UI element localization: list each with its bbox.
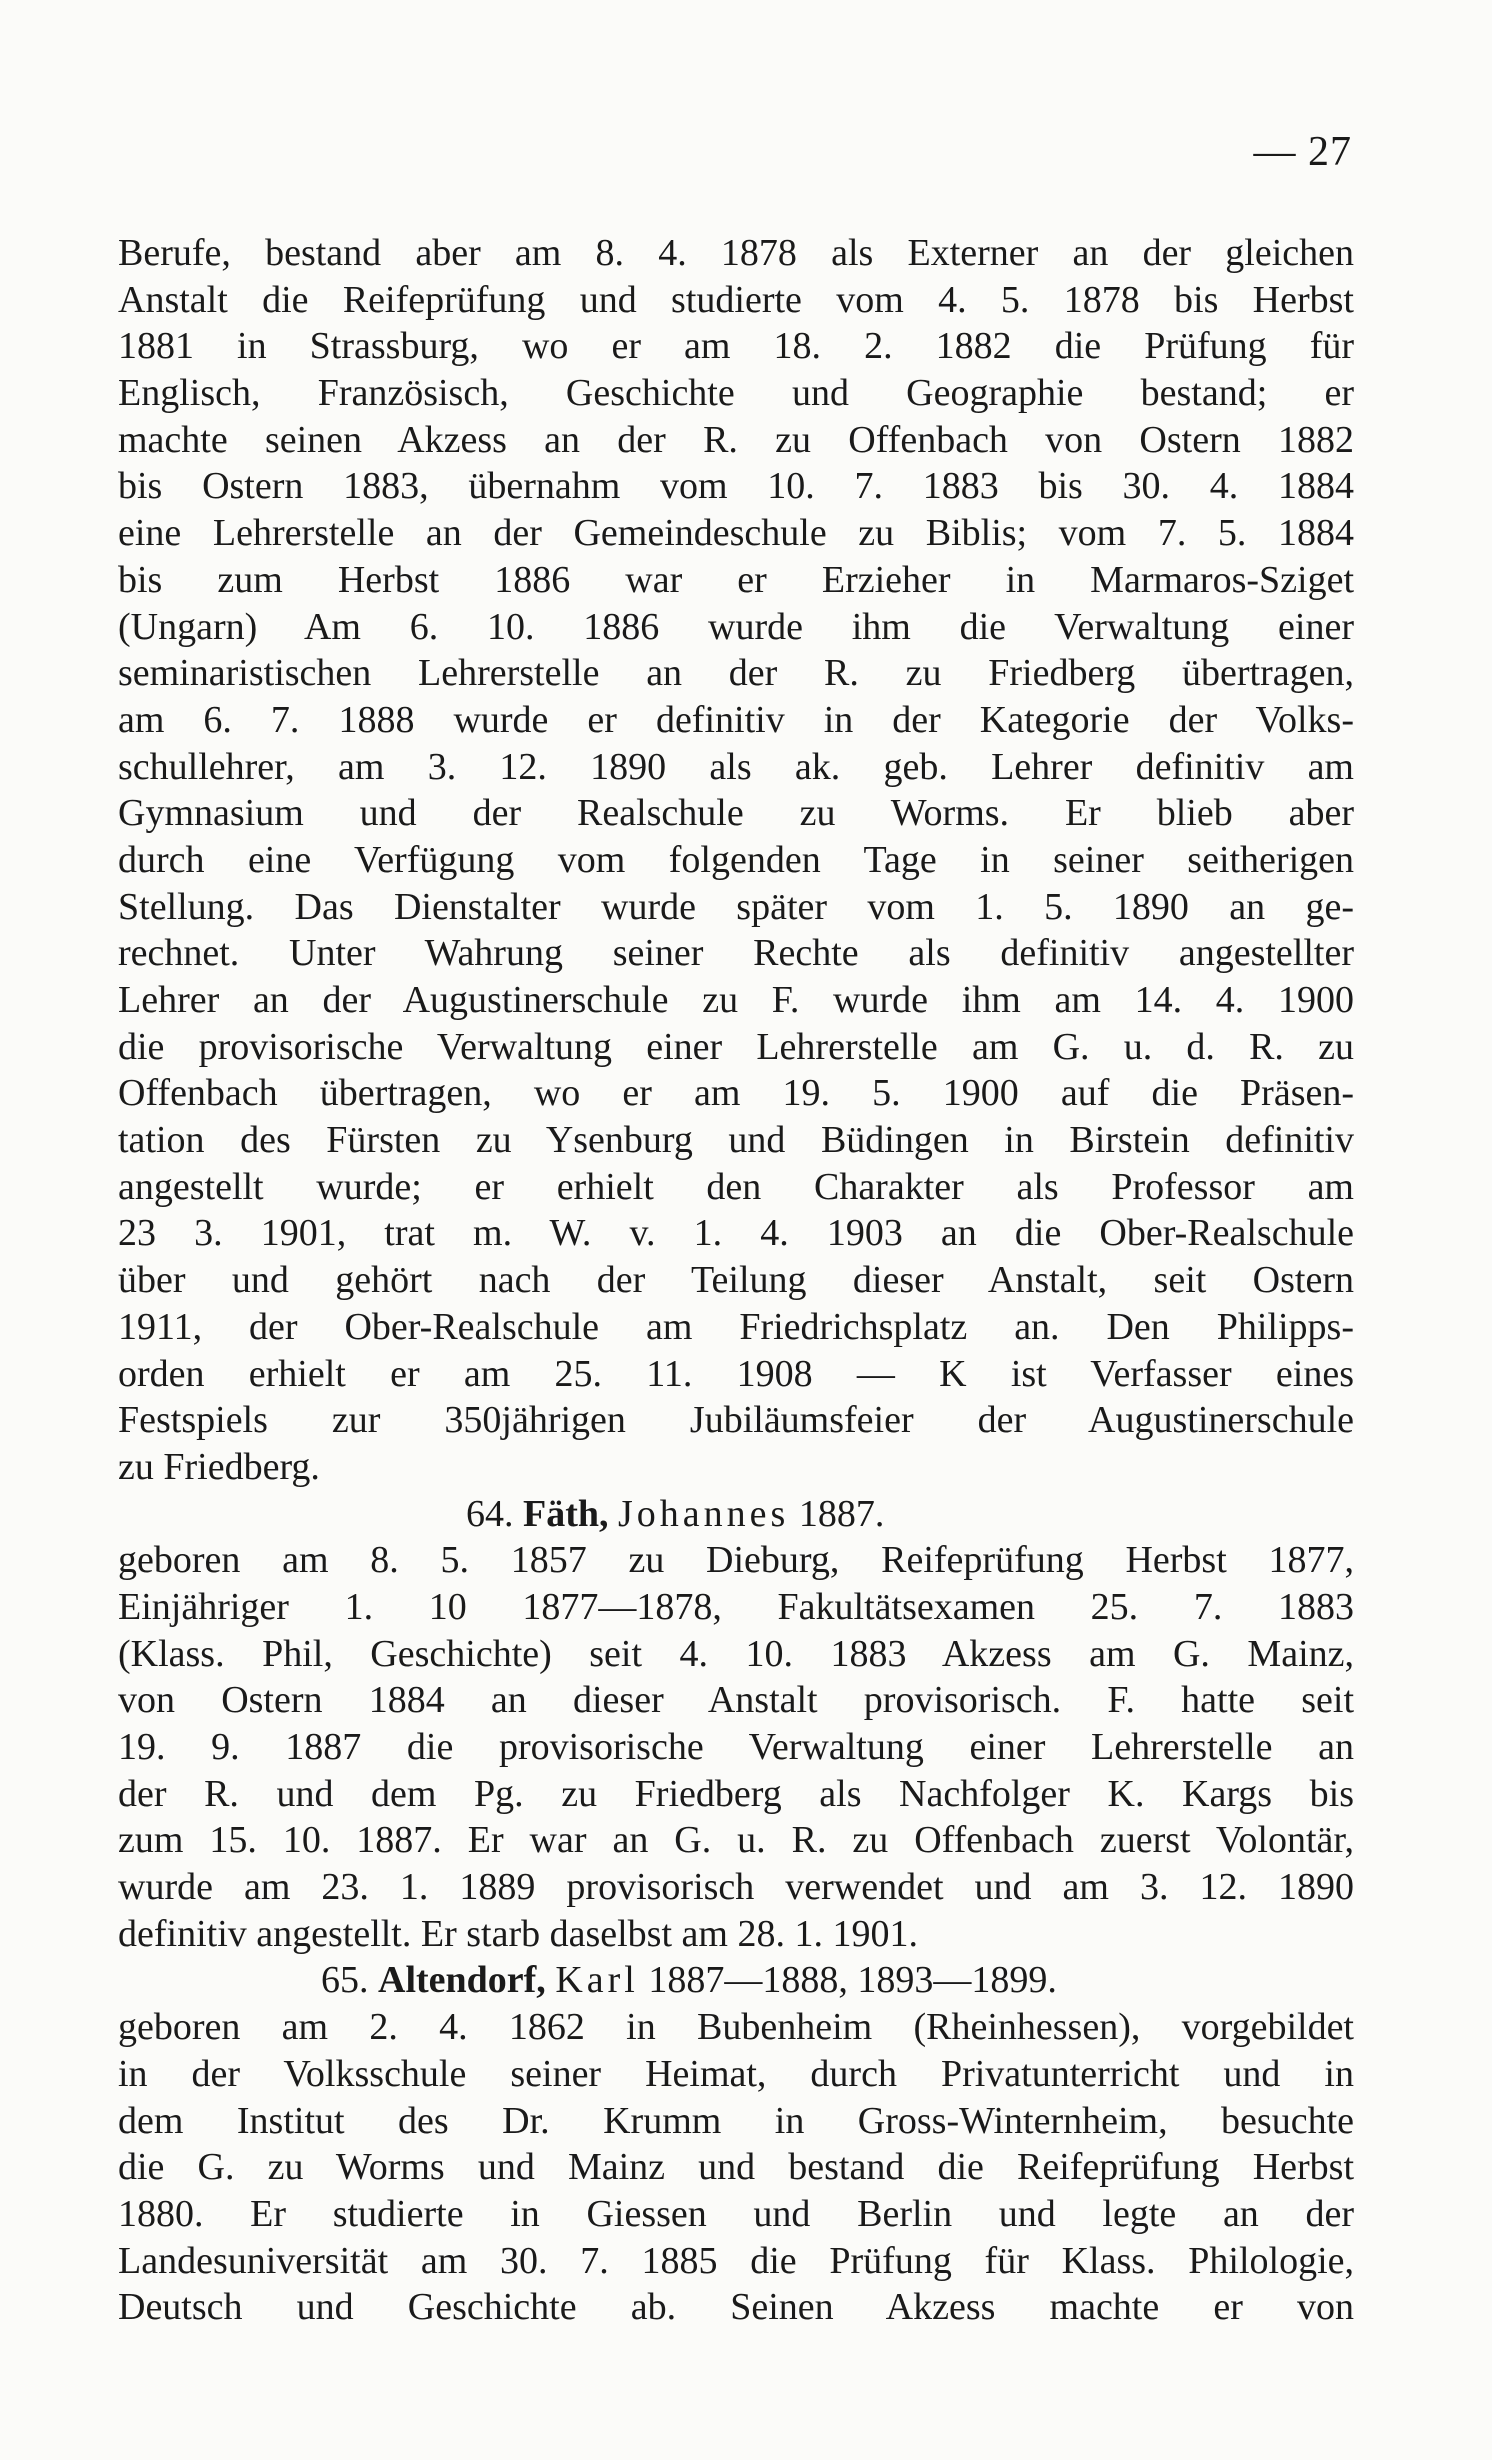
text-line: bis zum Herbst 1886 war er Erzieher in Marmaros-Sziget [118, 558, 1354, 601]
entry-number: 64. [466, 1492, 514, 1535]
text-line: schullehrer, am 3. 12. 1890 als ak. geb. Lehrer definitiv am [118, 745, 1354, 788]
text-line: Landesuniversität am 30. 7. 1885 die Prüfung für Klass. Philologie, [118, 2239, 1354, 2282]
text-line: Festspiels zur 350jährigen Jubiläumsfeier der Augustinerschule [118, 1399, 1354, 1442]
text-line: orden erhielt er am 25. 11. 1908 — K ist Verfasser eines [118, 1352, 1354, 1395]
text-line: dem Institut des Dr. Krumm in Gross-Winternheim, besuchte [118, 2099, 1354, 2142]
text-line: Berufe, bestand aber am 8. 4. 1878 als Externer an der gleichen [118, 232, 1354, 274]
text-line: eine Lehrerstelle an der Gemeindeschule zu Biblis; vom 7. 5. 1884 [118, 512, 1354, 555]
text-line: rechnet. Unter Wahrung seiner Rechte als definitiv angestellter [118, 932, 1354, 975]
entry-surname: Altendorf, [378, 1959, 546, 2002]
text-line: 1881 in Strassburg, wo er am 18. 2. 1882 die Prüfung für [118, 325, 1354, 368]
entry-year: 1887. [798, 1492, 885, 1535]
body-text [118, 230, 1354, 2331]
text-line: 19. 9. 1887 die provisorische Verwaltung einer Lehrerstelle an [118, 1726, 1354, 1768]
text-line: die G. zu Worms und Mainz und bestand die Reifeprüfung Herbst [118, 2146, 1354, 2189]
text-line: 1880. Er studierte in Giessen und Berlin und legte an der [118, 2192, 1354, 2235]
text-line: angestellt wurde; er erhielt den Charakter als Professor am [118, 1165, 1354, 1208]
text-line: Anstalt die Reifeprüfung und studierte vom 4. 5. 1878 bis Herbst [118, 278, 1354, 321]
text-line: Lehrer an der Augustinerschule zu F. wurde ihm am 14. 4. 1900 [118, 979, 1354, 1021]
text-line: Gymnasium und der Realschule zu Worms. Er blieb aber [118, 792, 1354, 835]
text-line: die provisorische Verwaltung einer Lehrerstelle am G. u. d. R. zu [118, 1025, 1354, 1068]
entry-given-name: Karl [555, 1959, 639, 2002]
entry-heading-65 [118, 1957, 1354, 2004]
entry-years: 1887—1888, 1893—1899. [648, 1959, 1057, 2002]
text-line: von Ostern 1884 an dieser Anstalt provisorisch. F. hatte seit [118, 1679, 1354, 1722]
text-line: (Ungarn) Am 6. 10. 1886 wurde ihm die Verwaltung einer [118, 605, 1354, 648]
text-line: bis Ostern 1883, übernahm vom 10. 7. 1883 bis 30. 4. 1884 [118, 465, 1354, 508]
text-line: wurde am 23. 1. 1889 provisorisch verwendet und am 3. 12. 1890 [118, 1866, 1354, 1909]
entry-heading-64 [118, 1491, 1354, 1538]
entry-surname: Fäth, [523, 1492, 609, 1535]
text-line: über und gehört nach der Teilung dieser Anstalt, seit Ostern [118, 1259, 1354, 1302]
text-line: tation des Fürsten zu Ysenburg und Büdingen in Birstein definitiv [118, 1119, 1354, 1162]
text-line: zum 15. 10. 1887. Er war an G. u. R. zu Offenbach zuerst Volontär, [118, 1819, 1354, 1862]
text-line: (Klass. Phil, Geschichte) seit 4. 10. 1883 Akzess am G. Mainz, [118, 1632, 1354, 1675]
text-line: Stellung. Das Dienstalter wurde später vom 1. 5. 1890 an ge- [118, 885, 1354, 928]
text-line: durch eine Verfügung vom folgenden Tage in seiner seitherigen [118, 838, 1354, 881]
text-line: geboren am 8. 5. 1857 zu Dieburg, Reifeprüfung Herbst 1877, [118, 1539, 1354, 1582]
text-line: Deutsch und Geschichte ab. Seinen Akzess machte er von [118, 2286, 1354, 2329]
text-line: am 6. 7. 1888 wurde er definitiv in der Kategorie der Volks- [118, 698, 1354, 741]
entry-given-name: Johannes [618, 1492, 790, 1535]
text-line: Offenbach übertragen, wo er am 19. 5. 1900 auf die Präsen- [118, 1072, 1354, 1115]
text-line: zu Friedberg. [118, 1445, 320, 1488]
text-line: seminaristischen Lehrerstelle an der R. zu Friedberg übertragen, [118, 652, 1354, 695]
text-line: machte seinen Akzess an der R. zu Offenbach von Ostern 1882 [118, 418, 1354, 461]
text-line: Englisch, Französisch, Geschichte und Geographie bestand; er [118, 372, 1354, 415]
text-line: definitiv angestellt. Er starb daselbst am 28. 1. 1901. [118, 1912, 918, 1955]
text-line: 23 3. 1901, trat m. W. v. 1. 4. 1903 an die Ober-Realschule [118, 1212, 1354, 1255]
text-line: Einjähriger 1. 10 1877—1878, Fakultätsexamen 25. 7. 1883 [118, 1585, 1354, 1628]
text-line: in der Volksschule seiner Heimat, durch Privatunterricht und in [118, 2052, 1354, 2095]
entry-number: 65. [321, 1959, 369, 2002]
text-line: 1911, der Ober-Realschule am Friedrichsplatz an. Den Philipps- [118, 1305, 1354, 1348]
page-number: — 27 [1253, 129, 1352, 175]
text-line: der R. und dem Pg. zu Friedberg als Nachfolger K. Kargs bis [118, 1772, 1354, 1815]
text-line: geboren am 2. 4. 1862 in Bubenheim (Rheinhessen), vorgebildet [118, 2006, 1354, 2049]
